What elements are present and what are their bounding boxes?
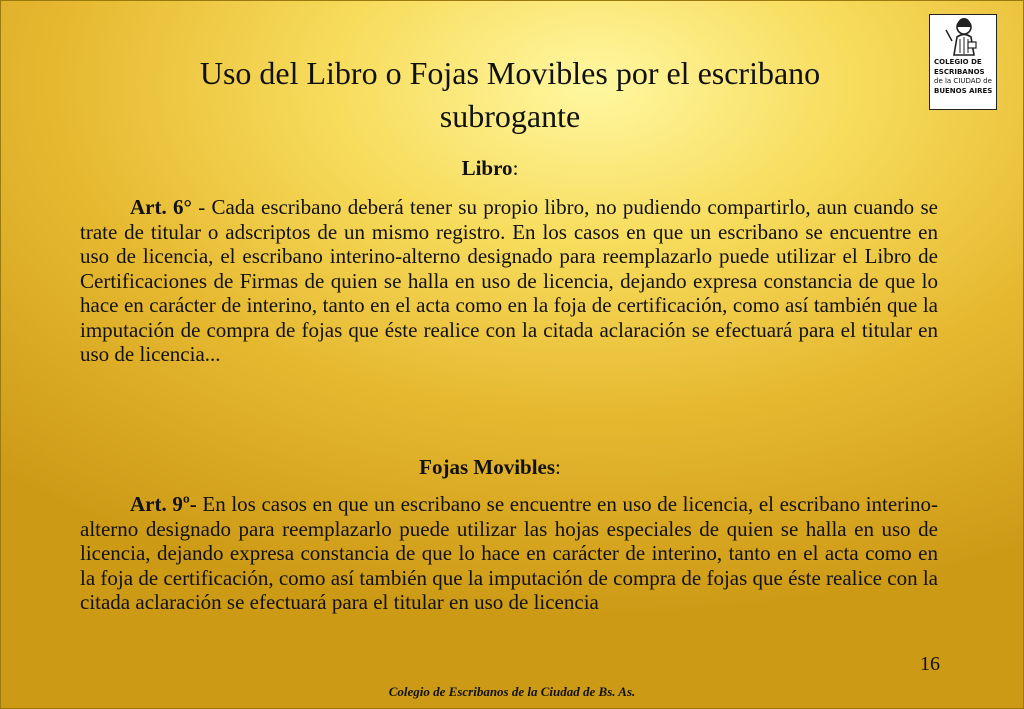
slide-title: Uso del Libro o Fojas Movibles por el escribano subrogante xyxy=(199,55,821,134)
article-6-label: Art. 6° xyxy=(130,195,192,219)
article-9-text: En los casos en que un escribano se encuentre en uso de licencia, el escribano interino-alterno designado para reemplazarlo puede utilizar las hojas especiales de quien se halla en uso de licencia, dejando expresa constancia de que lo hace en carácter de interino, tanto en el acta como en la foja de certificación, como así también que la imputación de compra de fojas que éste realice con la citada aclaración se efectuará para el titular en uso de licencia xyxy=(80,492,939,614)
libro-heading-text: Libro xyxy=(461,156,513,180)
fojas-heading-text: Fojas Movibles xyxy=(419,455,556,479)
footer-credit: Colegio de Escribanos de la Ciudad de Bs. As. xyxy=(388,684,636,699)
article-6-paragraph xyxy=(80,195,938,367)
article-6-text: - Cada escribano deberá tener su propio libro, no pudiendo compartirlo, aun cuando se trate de titular o adscriptos de un mismo registro. En los casos en que un escribano se encuentre en uso de licencia, el escribano interino-alterno designado para reemplazarlo puede utilizar el Libro de Certificaciones de Firmas de quien se halla en uso de licencia, dejando expresa constancia de que lo hace en carácter de interino, tanto en el acta como en la foja de certificación, como así también que la imputación de compra de fojas que éste realice con la citada aclaración se efectuará para el titular en uso de licencia... xyxy=(80,195,938,366)
logo-line-4: BUENOS AIRES xyxy=(934,86,993,95)
article-9-paragraph xyxy=(80,492,938,615)
article-9-label: Art. 9º- xyxy=(130,492,197,516)
libro-heading-colon: : xyxy=(512,156,519,180)
logo-line-2: ESCRIBANOS xyxy=(934,67,985,76)
fojas-heading-colon: : xyxy=(555,455,561,479)
colegio-logo xyxy=(929,14,997,110)
logo-line-3: de la CIUDAD de xyxy=(934,77,992,86)
logo-line-1: COLEGIO DE xyxy=(934,58,982,66)
libro-heading xyxy=(390,155,590,181)
page-number: 16 xyxy=(920,653,940,675)
notary-figure-icon xyxy=(930,15,998,59)
fojas-heading xyxy=(390,454,590,480)
